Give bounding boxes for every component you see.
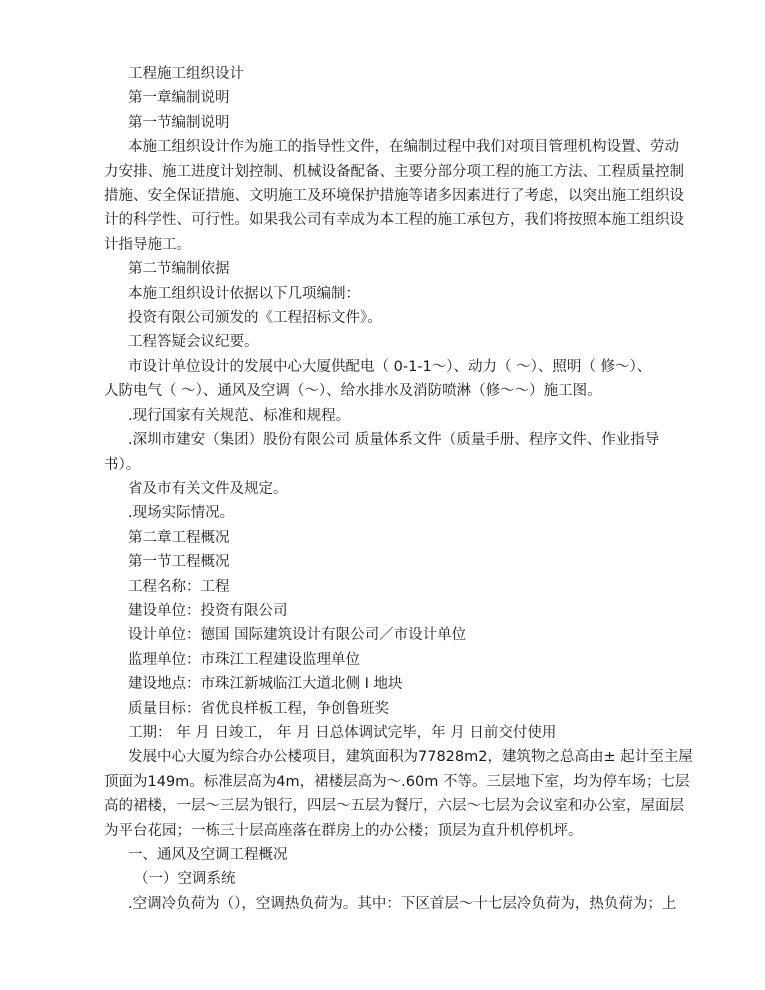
chapter-heading: 第二章工程概况 xyxy=(128,529,230,546)
paragraph-line: 市设计单位设计的发展中心大厦供配电（ 0-1-1～）、动力（ ～）、照明（ 修～）、 xyxy=(128,358,652,375)
info-line: 工程名称：工程 xyxy=(128,578,230,595)
subsection-heading: （一）空调系统 xyxy=(134,871,236,888)
paragraph-line: 书）。 xyxy=(104,456,141,473)
paragraph-line: 投资有限公司颁发的《工程招标文件》。 xyxy=(128,310,382,327)
paragraph-line: .深圳市建安（集团）股份有限公司 质量体系文件（质量手册、程序文件、作业指导 xyxy=(128,432,660,449)
subsection-heading: 一、通风及空调工程概况 xyxy=(128,847,288,863)
paragraph-line: .现场实际情况。 xyxy=(128,505,235,522)
paragraph-line: 计的科学性、可行性。如果我公司有幸成为本工程的施工承包方，我们将按照本施工组织设 xyxy=(104,212,684,229)
info-line: 工期： 年 月 日竣工， 年 月 日总体调试完毕，年 月 日前交付使用 xyxy=(128,724,557,741)
info-line: 设计单位：德国 国际建筑设计有限公司／市设计单位 xyxy=(128,627,467,644)
info-line: 建设地点：市珠江新城临江大道北侧 I 地块 xyxy=(128,676,403,693)
chapter-heading: 第一章编制说明 xyxy=(128,90,230,107)
info-line: 监理单位：市珠江工程建设监理单位 xyxy=(128,651,360,668)
paragraph-line: 为平台花园；一栋三十层高座落在群房上的办公楼；顶层为直升机停机坪。 xyxy=(104,822,583,839)
document-title: 工程施工组织设计 xyxy=(128,66,244,82)
paragraph-line: 措施、安全保证措施、文明施工及环境保护措施等诸多因素进行了考虑，以突出施工组织设 xyxy=(104,188,684,205)
paragraph-line: 本施工组织设计依据以下几项编制： xyxy=(128,285,360,302)
paragraph-line: 本施工组织设计作为施工的指导性文件，在编制过程中我们对项目管理机构设置、劳动 xyxy=(128,139,679,156)
paragraph-line: 顶面为149m。标准层高为4m，裙楼层高为～.60m 不等。三层地下室，均为停车场；七层 xyxy=(104,773,690,790)
paragraph-line: 人防电气（ ～）、通风及空调（～）、给水排水及消防喷淋（修～～）施工图。 xyxy=(104,383,602,400)
paragraph-line: 工程答疑会议纪要。 xyxy=(128,334,259,351)
paragraph-line: .空调冷负荷为（），空调热负荷为。其中：下区首层～十七层冷负荷为，热负荷为；上 xyxy=(128,895,677,912)
paragraph-line: .现行国家有关规范、标准和规程。 xyxy=(128,407,351,424)
section-heading: 第一节工程概况 xyxy=(128,554,230,571)
section-heading: 第一节编制说明 xyxy=(128,114,230,131)
paragraph-line: 力安排、施工进度计划控制、机械设备配备、主要分部分项工程的施工方法、工程质量控制 xyxy=(104,163,684,180)
paragraph-line: 发展中心大厦为综合办公楼项目，建筑面积为77828m2，建筑物之总高由± 起计至主屋 xyxy=(128,749,693,766)
paragraph-line: 省及市有关文件及规定。 xyxy=(128,480,288,497)
paragraph-line: 计指导施工。 xyxy=(104,236,191,253)
paragraph-line: 高的裙楼，一层～三层为银行，四层～五层为餐厅，六层～七层为会议室和办公室，屋面层 xyxy=(104,798,684,815)
info-line: 建设单位：投资有限公司 xyxy=(128,602,288,619)
section-heading: 第二节编制依据 xyxy=(128,261,230,278)
info-line: 质量目标：省优良样板工程，争创鲁班奖 xyxy=(128,700,389,717)
